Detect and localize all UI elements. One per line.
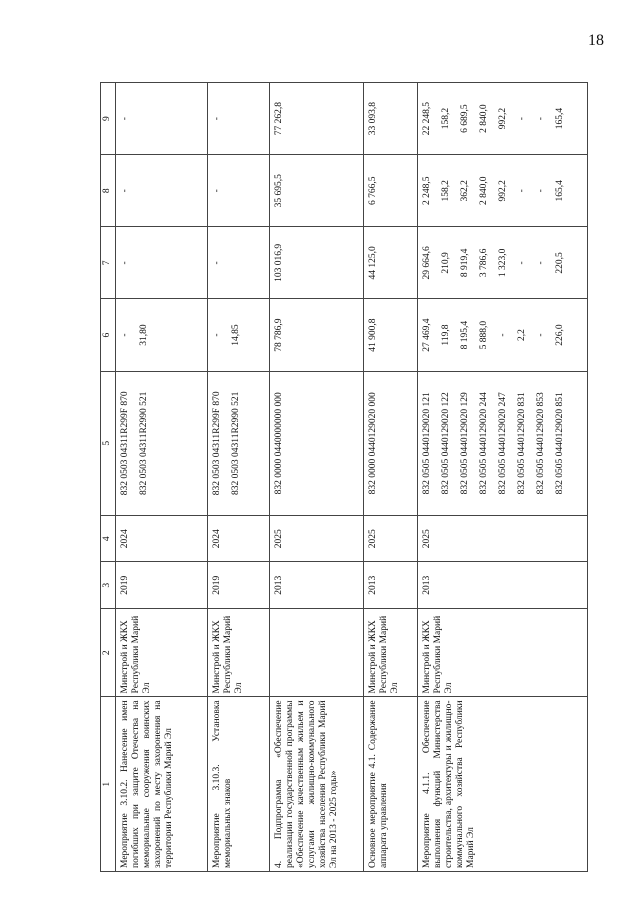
table-body xyxy=(116,83,588,872)
table-row xyxy=(208,83,270,872)
row-name: Мероприятие 4.1.1. Обеспечение выполнения функций Министерства строительства, архитектуры и жилищно-коммунального хозяйства Республики Марий Эл xyxy=(418,697,588,872)
row-budget-codes xyxy=(116,371,208,515)
column-header: 5 xyxy=(101,371,116,515)
value-cell: - xyxy=(536,333,546,337)
row-executor: Минстрой и ЖКХ Республики Марий Эл xyxy=(364,609,418,697)
budget-code: 832 0505 0440129020 121 xyxy=(422,392,432,495)
row-values-c8 xyxy=(208,155,270,227)
value-cell: 158,2 xyxy=(441,180,451,202)
budget-code: 832 0505 0440129020 244 xyxy=(479,392,489,495)
value-cell: 362,2 xyxy=(460,180,470,202)
row-end-year: 2024 xyxy=(208,515,270,562)
row-budget-codes xyxy=(208,371,270,515)
budget-code: 832 0505 0440129020 247 xyxy=(498,392,508,495)
row-values-c7 xyxy=(418,227,588,299)
row-name: Основное мероприятие 4.1. Содержание аппарата управления xyxy=(364,697,418,872)
row-name: Мероприятие 3.10.3. Установка мемориальных знаков xyxy=(208,697,270,872)
page-number: 18 xyxy=(588,32,604,49)
budget-code: 832 0505 0440129020 129 xyxy=(460,392,470,495)
row-values-c9 xyxy=(208,83,270,155)
value-cell: 78 786,9 xyxy=(274,318,284,352)
value-cell: - xyxy=(517,189,527,193)
value-cell: - xyxy=(536,189,546,193)
budget-code: 832 0503 04311R299F 870 xyxy=(212,391,222,496)
column-header: 7 xyxy=(101,227,116,299)
value-cell: 992,2 xyxy=(498,180,508,202)
row-values-c8 xyxy=(418,155,588,227)
value-cell: 210,9 xyxy=(441,252,451,274)
value-cell: 103 016,9 xyxy=(274,243,284,282)
value-cell: - xyxy=(498,333,508,337)
value-cell: - xyxy=(120,333,130,337)
row-budget-codes xyxy=(364,371,418,515)
value-cell: 165,4 xyxy=(555,180,565,202)
column-header: 4 xyxy=(101,515,116,562)
value-cell: - xyxy=(120,117,130,121)
budget-code: 832 0505 0440129020 831 xyxy=(517,392,527,495)
row-start-year: 2013 xyxy=(270,562,364,609)
value-cell: - xyxy=(120,261,130,265)
value-cell: - xyxy=(120,189,130,193)
row-start-year: 2013 xyxy=(364,562,418,609)
value-cell: - xyxy=(212,261,222,265)
value-cell: 41 900,8 xyxy=(368,318,378,352)
row-values-c9 xyxy=(270,83,364,155)
value-cell: 33 093,8 xyxy=(368,101,378,136)
row-start-year: 2019 xyxy=(208,562,270,609)
value-cell: - xyxy=(536,261,546,265)
row-values-c9 xyxy=(418,83,588,155)
value-cell: 44 125,0 xyxy=(368,246,378,280)
value-cell: 2 840,0 xyxy=(479,176,489,206)
value-cell: 6 766,5 xyxy=(368,176,378,206)
row-values-c6 xyxy=(364,299,418,371)
row-values-c7 xyxy=(270,227,364,299)
row-executor: Минстрой и ЖКХ Республики Марий Эл xyxy=(116,609,208,697)
value-cell: 3 786,6 xyxy=(479,248,489,278)
column-header: 6 xyxy=(101,299,116,371)
row-executor: Минстрой и ЖКХ Республики Марий Эл xyxy=(418,609,588,697)
column-header: 3 xyxy=(101,562,116,609)
row-values-c8 xyxy=(270,155,364,227)
value-cell: - xyxy=(212,189,222,193)
row-values-c6 xyxy=(116,299,208,371)
value-cell: 992,2 xyxy=(498,107,508,130)
value-cell: 6 689,5 xyxy=(460,104,470,133)
value-cell: 2 840,0 xyxy=(479,104,489,133)
value-cell: 14,85 xyxy=(231,324,241,346)
value-cell: - xyxy=(517,261,527,265)
row-end-year: 2025 xyxy=(364,515,418,562)
row-name: 4. Подпрограмма «Обеспечение реализации государственной программы «Обеспечение качественным жильем и услугами жилищно-коммунального хозяйства населения Республики Марий Эл на 2013 - 2025 годы» xyxy=(270,697,364,872)
header-row xyxy=(101,83,116,872)
value-cell: 2 248,5 xyxy=(422,176,432,206)
value-cell: - xyxy=(212,333,222,337)
table-row xyxy=(364,83,418,872)
budget-table xyxy=(100,82,588,872)
row-values-c7 xyxy=(364,227,418,299)
value-cell: 8 195,4 xyxy=(460,320,470,350)
row-end-year: 2025 xyxy=(270,515,364,562)
row-end-year: 2024 xyxy=(116,515,208,562)
budget-code: 832 0505 0440129020 853 xyxy=(536,392,546,495)
row-executor: Минстрой и ЖКХ Республики Марий Эл xyxy=(208,609,270,697)
value-cell: 220,5 xyxy=(555,252,565,274)
value-cell: 2,2 xyxy=(517,329,527,341)
row-values-c9 xyxy=(364,83,418,155)
value-cell: 5 888,0 xyxy=(479,320,489,350)
value-cell: 31,80 xyxy=(139,324,149,346)
column-header: 1 xyxy=(101,697,116,872)
row-end-year: 2025 xyxy=(418,515,588,562)
value-cell: 22 248,5 xyxy=(422,101,432,136)
value-cell: 226,0 xyxy=(555,324,565,346)
value-cell: 35 695,5 xyxy=(274,174,284,208)
budget-code: 832 0000 0440000000 000 xyxy=(274,392,284,495)
table-row xyxy=(116,83,208,872)
budget-code: 832 0000 0440129020 000 xyxy=(368,392,378,495)
budget-code: 832 0503 04311R2990 521 xyxy=(231,391,241,495)
row-executor xyxy=(270,609,364,697)
budget-code: 832 0505 0440129020 122 xyxy=(441,392,451,495)
value-cell: 77 262,8 xyxy=(274,101,284,136)
value-cell: 158,2 xyxy=(441,107,451,130)
row-values-c8 xyxy=(116,155,208,227)
row-start-year: 2013 xyxy=(418,562,588,609)
value-cell: 1 323,0 xyxy=(498,248,508,278)
row-budget-codes xyxy=(270,371,364,515)
row-values-c6 xyxy=(208,299,270,371)
column-header: 8 xyxy=(101,155,116,227)
value-cell: - xyxy=(517,117,527,121)
row-values-c6 xyxy=(270,299,364,371)
column-header: 2 xyxy=(101,609,116,697)
value-cell: 119,8 xyxy=(441,324,451,346)
value-cell: 8 919,4 xyxy=(460,248,470,278)
row-values-c9 xyxy=(116,83,208,155)
row-budget-codes xyxy=(418,371,588,515)
value-cell: 165,4 xyxy=(555,107,565,130)
budget-code: 832 0505 0440129020 851 xyxy=(555,392,565,495)
value-cell: - xyxy=(212,117,222,121)
row-values-c8 xyxy=(364,155,418,227)
row-values-c7 xyxy=(116,227,208,299)
column-header: 9 xyxy=(101,83,116,155)
budget-code: 832 0503 04311R2990 521 xyxy=(139,391,149,495)
value-cell: 29 664,6 xyxy=(422,246,432,280)
value-cell: - xyxy=(536,117,546,121)
table-row xyxy=(270,83,364,872)
budget-code: 832 0503 04311R299F 870 xyxy=(120,391,130,496)
table-row xyxy=(418,83,588,872)
rotated-table-container xyxy=(100,82,620,872)
row-start-year: 2019 xyxy=(116,562,208,609)
row-name: Мероприятие 3.10.2. Нанесение имен погибших при защите Отечества на мемориальные сооружения воинских захоронений по месту захоронения на территории Республики Марий Эл xyxy=(116,697,208,872)
value-cell: 27 469,4 xyxy=(422,318,432,352)
row-values-c7 xyxy=(208,227,270,299)
row-values-c6 xyxy=(418,299,588,371)
